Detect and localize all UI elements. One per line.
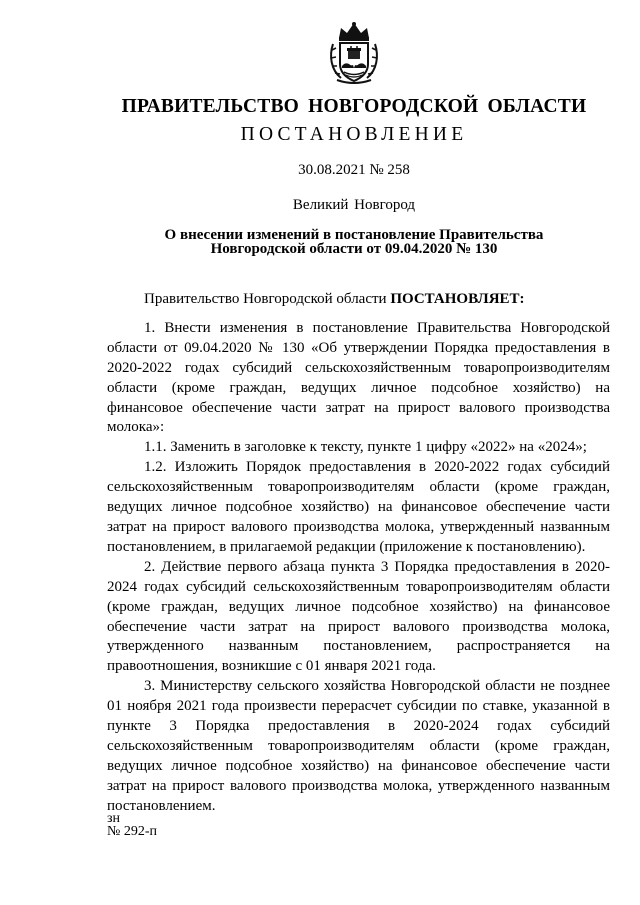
coat-of-arms-icon (327, 20, 381, 86)
paragraph-1-2: 1.2. Изложить Порядок предоставления в 2020-2022 годах субсидий сельскохозяйственным товаропроизводителям области (кроме граждан, ведущих личное подсобное хозяйство) на финансовое обеспечение части затрат на прирост валового производства молока, утвержденный названным постановлением, в прилагаемой редакции (приложение к постановлению). (107, 459, 610, 555)
document-city: Великий Новгород (292, 197, 416, 213)
lead-prefix: Правительство Новгородской области (144, 291, 391, 307)
paragraph-1: 1. Внести изменения в постановление Правительства Новгородской области от 09.04.2020 № 130 «Об утверждении Порядка предоставления в 2020-2022 годах субсидий сельскохозяйственным товаропроизводителям области (кроме граждан, ведущих личное подсобное хозяйство) на финансовое обеспечение части затрат на прирост валового производства молока»: (107, 319, 610, 436)
document-body (107, 290, 610, 817)
document-type: ПОСТАНОВЛЕНИЕ (240, 124, 468, 145)
subject-line-1: О внесении изменений в постановление Правительства (164, 227, 544, 243)
government-title: ПРАВИТЕЛЬСТВО НОВГОРОДСКОЙ ОБЛАСТИ (121, 96, 587, 117)
resolution-lead (107, 290, 610, 310)
document-date-number: 30.08.2021 № 258 (298, 162, 410, 178)
paragraph-2: 2. Действие первого абзаца пункта 3 Порядка предоставления в 2020-2024 годах субсидий сельскохозяйственным товаропроизводителям области (кроме граждан, ведущих личное подсобное хозяйство) на финансовое обеспечение части затрат на прирост валового производства молока, утвержденного названным постановлением, распространяется на правоотношения, возникшие с 01 января 2021 года. (107, 558, 610, 675)
footer-initials: зн (107, 811, 121, 826)
document-footer (107, 812, 157, 838)
subject-line-2: Новгородской области от 09.04.2020 № 130 (210, 241, 498, 257)
paragraph-1-1: 1.1. Заменить в заголовке к тексту, пункте 1 цифру «2022» на «2024»; (144, 439, 587, 456)
document-subject (0, 228, 640, 256)
footer-code: № 292-п (107, 824, 158, 839)
paragraph-3: 3. Министерству сельского хозяйства Новгородской области не позднее 01 ноября 2021 года произвести перерасчет субсидии по ставке, указанной в пункте 3 Порядка предоставления в 2020-2024 годах субсидий сельскохозяйственным товаропроизводителям области (кроме граждан, ведущих личное подсобное хозяйство) на финансовое обеспечение части затрат на прирост валового производства молока, утвержденного названным постановлением. (107, 678, 610, 814)
lead-resolves: ПОСТАНОВЛЯЕТ: (390, 291, 525, 307)
